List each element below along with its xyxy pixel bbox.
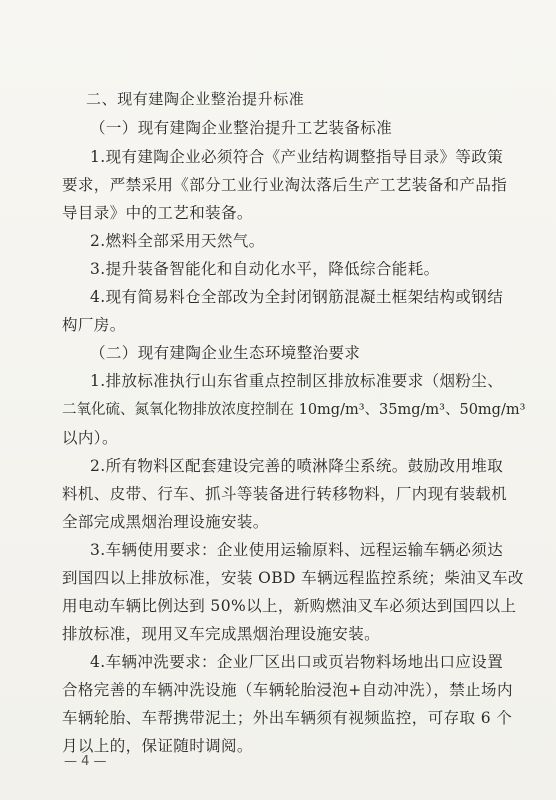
subsection-2-title: （二）现有建陶企业生态环境整治要求 — [90, 344, 361, 362]
paragraph-line: 1.排放标准执行山东省重点控制区排放标准要求（烟粉尘、 — [90, 372, 504, 390]
paragraph-line: 料机、皮带、行车、抓斗等装备进行转移物料，厂内现有装载机 — [62, 485, 508, 503]
paragraph-line: 用电动车辆比例达到 50%以上，新购燃油叉车必须达到国四以上 — [62, 597, 517, 615]
paragraph-line: 二氧化硫、氮氧化物排放浓度控制在 10mg/m³、35mg/m³、50mg/m³ — [62, 402, 526, 418]
paragraph-line: 3.提升装备智能化和自动化水平，降低综合能耗。 — [90, 260, 440, 278]
paragraph-line: 构厂房。 — [62, 316, 126, 334]
paragraph-line: 2.所有物料区配套建设完善的喷淋降尘系统。鼓励改用堆取 — [90, 457, 504, 475]
paragraph-line: 4.现有简易料仓全部改为全封闭钢筋混凝土框架结构或钢结 — [90, 288, 504, 306]
paragraph-line: 要求，严禁采用《部分工业行业淘汰落后生产工艺装备和产品指 — [62, 176, 508, 194]
paragraph-line: 合格完善的车辆冲洗设施（车辆轮胎浸泡+自动冲洗），禁止场内 — [62, 681, 513, 699]
paragraph-line: 1.现有建陶企业必须符合《产业结构调整指导目录》等政策 — [90, 148, 504, 166]
paragraph-line: 2.燃料全部采用天然气。 — [90, 232, 265, 250]
page-number: — 4 — — [64, 754, 107, 769]
section-title: 二、现有建陶企业整治提升标准 — [86, 90, 305, 108]
paragraph-line: 排放标准，现用叉车完成黑烟治理设施安装。 — [62, 625, 381, 643]
paragraph-line: 3.车辆使用要求：企业使用运输原料、远程运输车辆必须达 — [90, 541, 504, 559]
paragraph-line: 月以上的，保证随时调阅。 — [62, 737, 253, 755]
paragraph-line: 以内）。 — [62, 429, 118, 447]
paragraph-line: 全部完成黑烟治理设施安装。 — [62, 513, 269, 531]
paragraph-line: 车辆轮胎、车帮携带泥土；外出车辆须有视频监控，可存取 6 个 — [62, 709, 513, 727]
paragraph-line: 4.车辆冲洗要求：企业厂区出口或页岩物料场地出口应设置 — [90, 653, 504, 671]
subsection-1-title: （一）现有建陶企业整治提升工艺装备标准 — [90, 119, 393, 137]
paragraph-line: 导目录》中的工艺和装备。 — [62, 204, 253, 222]
paragraph-line: 到国四以上排放标准，安装 OBD 车辆远程监控系统；柴油叉车改 — [62, 569, 524, 587]
